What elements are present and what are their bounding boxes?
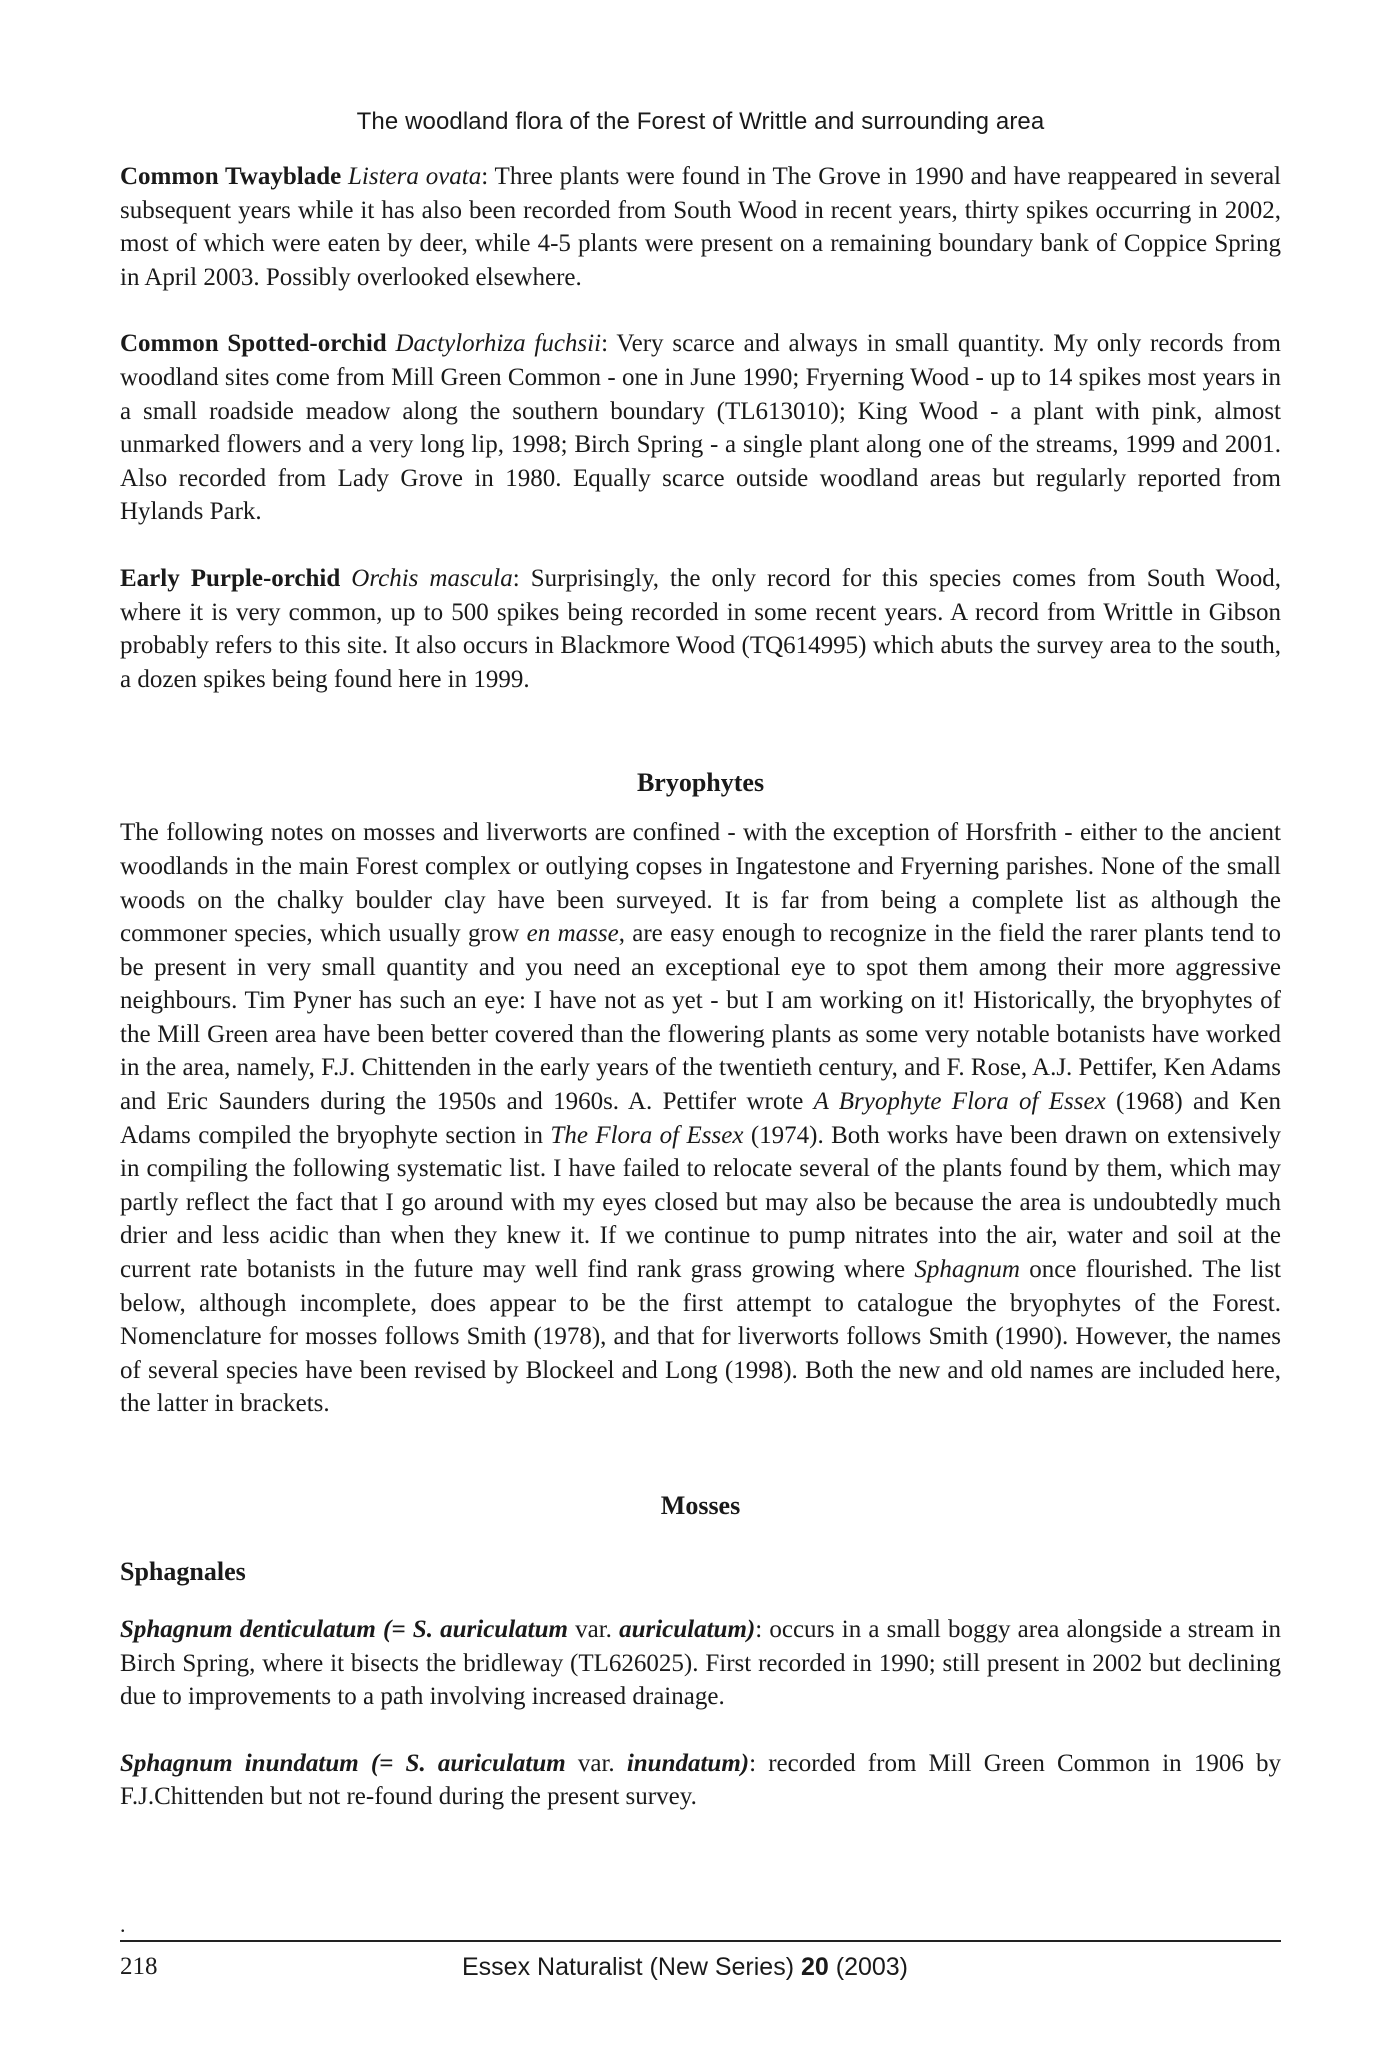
var-label: var.: [565, 1749, 627, 1777]
section-heading-bryophytes: Bryophytes: [636, 768, 765, 798]
italic-run: en masse: [526, 920, 619, 948]
latin-name: Dactylorhiza fuchsii: [395, 330, 602, 358]
text-run: The following notes on mosses and liverworts are confined - with the exception of Horsfrith - either to the ancient woodlands in the main Forest complex or outlying copses in Ingatestone and Fryerning parishes. None of the small woods on the chalky boulder clay have been surveyed. It is far from being a complete list as although the commoner species, which usually grow: [120, 819, 1281, 948]
entry-text: : recorded from Mill Green Common in 1906 by F.J.Chittenden but not re-found during the present survey.: [120, 1749, 1281, 1811]
journal-year: (2003): [828, 1953, 909, 1981]
species-entry-common-spotted-orchid: [120, 327, 1281, 529]
entry-text: : Very scarce and always in small quantity. My only records from woodland sites come from Mill Green Common - one in June 1990; Fryerning Wood - up to 14 spikes most years in a small roadside meadow along the southern boundary (TL613010); King Wood - a plant with pink, almost unmarked flowers and a very long lip, 1998; Birch Spring - a single plant along one of the streams, 1999 and 2001. Also recorded from Lady Grove in 1980. Equally scarce outside woodland areas but regularly reported from Hylands Park.: [120, 330, 1282, 526]
species-entry-early-purple-orchid: [120, 562, 1281, 696]
text-run: once flourished. The list below, although incomplete, does appear to be the first attempt to catalogue the bryophytes of the Forest. Nomenclature for mosses follows Smith (1978), and that for liverworts follows Smith (1990). However, the names of several species have been revised by Blockeel and Long (1998). Both the new and old names are included here, the latter in brackets.: [120, 1256, 1281, 1418]
entry-text: : occurs in a small boggy area alongside a stream in Birch Spring, where it bisects the bridleway (TL626025). First recorded in 1990; still present in 2002 but declining due to improvements to a path involving increased drainage.: [120, 1616, 1281, 1711]
text-run: (1968) and Ken Adams compiled the bryophyte section in: [120, 1088, 1281, 1149]
species-name: Sphagnum inundatum (= S. auriculatum: [120, 1749, 566, 1777]
text-run: (1974). Both works have been drawn on extensively in compiling the following systematic list. I have failed to relocate several of the plants found by them, which may partly reflect the fact that I go around with my eyes closed but may also be because the area is undoubtedly much drier and less acidic than when they knew it. If we continue to pump nitrates into the air, water and soil at the current rate botanists in the future may well find rank grass growing where: [120, 1121, 1281, 1284]
entry-text: : Three plants were found in The Grove in 1990 and have reappeared in several subsequent years while it has also been recorded from South Wood in recent years, thirty spikes occurring in 2002, most of which were eaten by deer, while 4-5 plants were present on a remaining boundary bank of Coppice Spring in April 2003. Possibly overlooked elsewhere.: [120, 163, 1281, 291]
common-name: Common Twayblade: [120, 163, 342, 190]
genus-name: Sphagnum: [914, 1256, 1020, 1284]
latin-name: Listera ovata: [348, 163, 482, 190]
page-footer: [120, 1953, 1281, 1993]
variety-name: inundatum): [626, 1749, 750, 1777]
text-run: , are easy enough to recognize in the field the rarer plants tend to be present in very small quantity and you need an exceptional eye to spot them among their more aggressive neighbours. Tim Pyner has such an eye: I have not as yet - but I am working on it! Historically, the bryophytes of the Mill Green area have been better covered than the flowering plants as some very notable botanists have worked in the area, namely, F.J. Chittenden in the early years of the twentieth century, and F. Rose, A.J. Pettifer, Ken Adams and Eric Saunders during the 1950s and 1960s. A. Pettifer wrote: [120, 920, 1281, 1116]
journal-citation: [462, 1953, 908, 1982]
species-entry-sphagnum-denticulatum: [120, 1613, 1281, 1714]
book-title: The Flora of Essex: [550, 1121, 744, 1149]
entry-text: : Surprisingly, the only record for this species comes from South Wood, where it is very common, up to 500 spikes being recorded in some recent years. A record from Writtle in Gibson probably refers to this site. It also occurs in Blackmore Wood (TQ614995) which abuts the survey area to the south, a dozen spikes being found here in 1999.: [120, 564, 1282, 693]
stray-mark: .: [120, 1912, 126, 1937]
section-heading-mosses: Mosses: [660, 1491, 741, 1520]
variety-name: auriculatum): [619, 1616, 756, 1643]
latin-name: Orchis mascula: [351, 564, 513, 592]
common-name: Common Spotted-orchid: [120, 330, 387, 358]
journal-volume: 20: [800, 1953, 829, 1981]
species-name: Sphagnum denticulatum (= S. auriculatum: [120, 1616, 568, 1643]
bryophytes-intro-paragraph: [120, 816, 1281, 1421]
document-page: [120, 108, 1281, 2008]
var-label: var.: [567, 1616, 620, 1643]
book-title: A Bryophyte Flora of Essex: [813, 1088, 1106, 1116]
species-entry-common-twayblade: [120, 160, 1281, 294]
species-entry-sphagnum-inundatum: [120, 1747, 1281, 1814]
running-head: The woodland flora of the Forest of Writtle and surrounding area: [356, 108, 1045, 135]
footer-rule: [120, 1940, 1281, 1942]
common-name: Early Purple-orchid: [120, 564, 341, 592]
order-heading: Sphagnales: [120, 1557, 246, 1586]
journal-name: Essex Naturalist (New Series): [462, 1953, 801, 1981]
page-number: 218: [120, 1953, 158, 1980]
